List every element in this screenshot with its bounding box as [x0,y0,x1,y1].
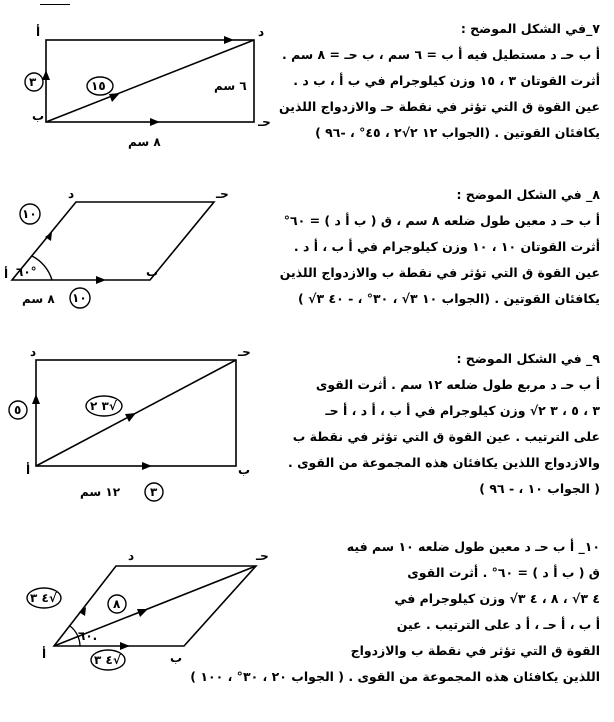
base-label: ٨ سم [128,135,161,149]
problem-10-line-5: اللذين يكافئان هذه المجموعة من القوى . ( الجواب ٢٠ ، ٣٠° ، ١٠٠ ) [190,669,600,684]
force-label-2: ٣ ٢√ [90,399,117,413]
force-label-2: ١٠ [72,291,87,305]
problem-9-text [288,346,600,502]
label-d: د [30,345,37,359]
angle-label: ٦٠. [78,629,98,643]
force-label-1: ١٠ [22,207,37,221]
problem-8-line-4: يكافئان القوتين . (الجواب ١٠ ٣√ ، ٣٠° ، - ٤٠ ٣√ ) [298,291,600,306]
arrow-diag-head [137,609,148,617]
problem-9-line-3: على الترتيب . عين القوة ق التي تؤثر في نقطة ب [292,429,600,444]
base-label: ١٢ سم [80,485,121,499]
force-label-1: ٤ ٣√ [30,591,57,605]
problem-9-line-2: ٣ ، ٥ ، ٣ ٢√ وزن كيلوجرام في أ ب ، أ د ، أ حـ [325,403,600,418]
force-label-2: ١٥ [91,79,106,93]
force-label-1: ٥ [14,403,22,417]
problem-8-text [280,182,600,312]
problem-7-line-4: يكافئان القوتين . (الجواب ١٢ ٢√٢ ، ٤٥° ، -٩٦ ) [315,125,600,140]
problem-10-title: ١٠_ أ ب حـ د معين طول ضلعه ١٠ سم فيه [346,539,600,554]
label-a: أ [42,647,47,661]
problem-8-title: ٨_ في الشكل الموضح : [456,187,600,202]
label-c: حـ [258,115,271,129]
problem-8-line-1: أ ب حـ د معين طول ضلعه ٨ سم ، ق ( ب أ د ) = ٦٠° [283,213,600,228]
label-d: د [128,549,135,563]
problem-8-line-2: أثرت القوتان ١٠ ، ١٠ وزن كيلوجرام في أ ب ، أ د . [293,239,600,254]
force-label-3: ٣ [150,485,158,499]
problem-9-line-5: ( الجواب ١٠ ، - ٩٦ ) [479,481,600,496]
arrow-base-head [120,642,130,650]
problem-9-title: ٩_ في الشكل الموضح : [456,351,600,366]
label-b: ب [32,109,45,123]
problem-7-line-3: عين القوة ق التي تؤثر في نقطة حـ والازدواج اللذين [279,99,600,114]
label-a: أ [26,463,31,477]
problem-9-line-1: أ ب حـ د مربع طول ضلعه ١٢ سم . أثرت القوى [315,377,600,392]
problem-7-text [279,16,600,146]
base-label: ٨ سم [22,292,55,306]
problem-7-line-2: أثرت القوتان ٣ ، ١٥ وزن كيلوجرام في ب أ ، ب د . [293,73,600,88]
label-b: ب [170,651,183,665]
problem-10-line-1: ق ( ب أ د ) = ٦٠° . أثرت القوى [407,565,600,580]
force-label-1: ٣ [29,75,37,89]
problem-10-figure [0,0,300,722]
angle-label: ٦٠° [16,265,37,279]
problem-8-line-3: عين القوة ق التي تؤثر في نقطة ب والازدواج اللذين [279,265,600,280]
label-c: حـ [238,345,251,359]
label-d: د [68,187,75,201]
label-c: حـ [216,187,229,201]
problem-7-title: ٧_في الشكل الموضح : [460,21,600,36]
problem-7-line-1: أ ب حـ د مستطيل فيه أ ب = ٦ سم ، ب حـ = ٨ سم . [281,47,600,62]
force-label-2: ٨ [113,597,121,611]
label-d: د [258,25,265,39]
problem-10-line-3: أ ب ، أ حـ ، أ د على الترتيب . عين [396,617,600,632]
label-b: ب [238,463,251,477]
problem-10-line-2: ٤ ٣√ ، ٨ ، ٤ ٣√ وزن كيلوجرام في [394,591,600,606]
force-label-3: ٤ ٣√ [94,653,121,667]
label-c: حـ [256,549,269,563]
label-b: ب [146,265,159,279]
side-label: ٦ سم [214,79,247,93]
label-a: أ [36,25,41,39]
problem-10-line-4: القوة ق التي تؤثر في نقطة ب والازدواج [350,643,600,658]
problem-9-line-4: والازدواج اللذين يكافئان هذه المجموعة من القوى . [287,455,600,470]
label-a: أ [4,267,9,281]
